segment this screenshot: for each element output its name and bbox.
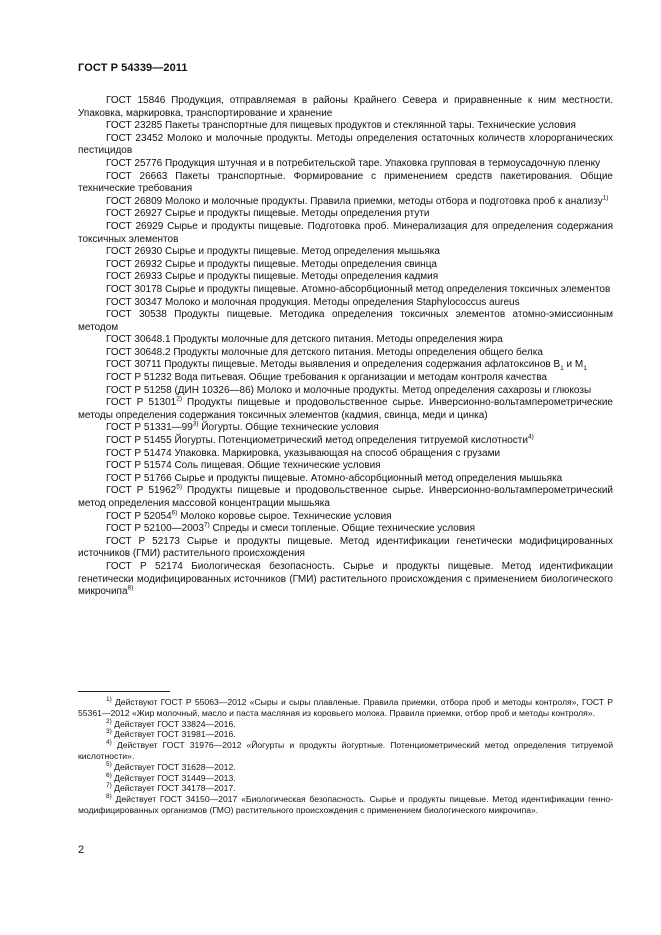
footnote-ref: 3) xyxy=(192,421,199,429)
ref-item: ГОСТ Р 51258 (ДИН 10326—86) Молоко и молочные продукты. Метод определения сахарозы и глюкозы xyxy=(106,384,592,396)
ref-item: ГОСТ Р 52100—2003$^{7)}$ Спреды и смеси топленые. Общие технические условия xyxy=(106,521,476,535)
ref-item: ГОСТ Р 51331—99$^{3)}$ Йогурты. Общие технические условия xyxy=(106,421,379,434)
footnote: $^{3)}$ Действует ГОСТ 31981—2016. xyxy=(106,728,236,740)
ref-item: ГОСТ 26809 Молоко и молочные продукты. Правила приемки, методы отбора и подготовка проб к анализу$^{1)}$ xyxy=(106,194,609,207)
page-header: ГОСТ Р 54339—2011 xyxy=(78,62,188,74)
footnotes xyxy=(78,697,613,816)
ref-item: ГОСТ Р 51455 Йогурты. Потенциометрический метод определения титруемой кислотности$^{4)}$ xyxy=(106,433,534,447)
ref-item: ГОСТ 30711 Продукты пищевые. Методы выявления и определения содержания афлатоксинов $B_1$ и $M_1$ xyxy=(106,359,587,373)
ref-item: ГОСТ Р 52174 Биологическая безопасность. Сырье и продукты пищевые. Метод идентификации генетически модифицированных источников (ГМИ) растительного происхождения с применением биологического микрочипа$^{8)}$ xyxy=(78,560,613,598)
ref-item: ГОСТ Р 51766 Сырье и продукты пищевые. Атомно-абсорбционный метод определения мышьяка xyxy=(106,472,563,484)
ref-item: ГОСТ 26933 Сырье и продукты пищевые. Методы определения кадмия xyxy=(106,271,439,283)
ref-item: ГОСТ 26927 Сырье и продукты пищевые. Методы определения ртути xyxy=(106,208,430,220)
ref-item: ГОСТ 30648.1 Продукты молочные для детского питания. Методы определения жира xyxy=(106,334,503,346)
ref-item: ГОСТ Р 51301$^{2)}$ Продукты пищевые и продовольственное сырье. Инверсионно-вольтамперометрические методы определения содержания токсичных элементов (кадмия, свинца, меди и цинка) xyxy=(78,395,613,421)
ref-item: ГОСТ 26929 Сырье и продукты пищевые. Подготовка проб. Минерализация для определения содержания токсичных элементов xyxy=(78,220,613,245)
ref-item: ГОСТ Р 51962$^{5)}$ Продукты пищевые и продовольственное сырье. Инверсионно-вольтамперометрический метод определения массовой концентрации мышьяка xyxy=(78,484,613,509)
ref-item: ГОСТ 30648.2 Продукты молочные для детского питания. Методы определения общего белка xyxy=(106,346,543,358)
page-number: 2 xyxy=(78,844,85,856)
ref-item: ГОСТ 25776 Продукция штучная и в потребительской таре. Упаковка групповая в термоусадочную пленку xyxy=(106,157,601,169)
ref-item: ГОСТ Р 51574 Соль пищевая. Общие технические условия xyxy=(106,460,381,472)
footnote: $^{1)}$ Действуют ГОСТ Р 55063—2012 «Сыры и сыры плавленые. Правила приемки, отбора проб и методы контроля», ГОСТ Р 55361—2012 «Жир молочный, масло и паста масляная из коровьего молока. Правила приемки, отбор проб и методы контроля». xyxy=(78,696,613,718)
footnote-ref: 8) xyxy=(127,584,134,592)
footnote-ref: 7) xyxy=(203,521,210,529)
ref-item: ГОСТ 15846 Продукция, отправляемая в районы Крайнего Севера и приравненные к ним местности. Упаковка, маркировка, транспортирование и хранение xyxy=(78,95,613,119)
ref-item: ГОСТ 30538 Продукты пищевые. Методика определения токсичных элементов атомно-эмиссионным методом xyxy=(78,309,613,333)
ref-item: ГОСТ Р 51474 Упаковка. Маркировка, указывающая на способ обращения с грузами xyxy=(106,447,501,459)
references-list xyxy=(78,95,613,599)
footnote: $^{5)}$ Действует ГОСТ 31628—2012. xyxy=(106,760,236,772)
footnote-ref: 1) xyxy=(602,194,609,202)
ref-item: ГОСТ 26932 Сырье и продукты пищевые. Методы определения свинца xyxy=(106,258,437,270)
ref-item: ГОСТ 26663 Пакеты транспортные. Формирование с применением средств пакетирования. Общие технические требования xyxy=(78,170,613,195)
footnote: $^{7)}$ Действует ГОСТ 34178—2017. xyxy=(106,782,236,794)
footnote-ref: 6) xyxy=(171,509,178,517)
footnote: $^{6)}$ Действует ГОСТ 31449—2013. xyxy=(106,771,236,783)
ref-item: ГОСТ 23285 Пакеты транспортные для пищевых продуктов и стеклянной тары. Технические условия xyxy=(106,120,576,132)
ref-item: ГОСТ Р 52173 Сырье и продукты пищевые. Метод идентификации генетически модифицированных источников (ГМИ) растительного происхождения xyxy=(78,535,613,560)
footnote: $^{4)}$ Действует ГОСТ 31976—2012 «Йогурты и продукты йогуртные. Потенциометрический метод определения титруемой кислотности». xyxy=(78,739,613,761)
ref-item: ГОСТ 23452 Молоко и молочные продукты. Методы определения остаточных количеств хлорорганических пестицидов xyxy=(78,132,613,157)
footnote-ref: 4) xyxy=(527,433,534,441)
ref-item: ГОСТ 26930 Сырье и продукты пищевые. Метод определения мышьяка xyxy=(106,246,440,258)
footnote: $^{8)}$ Действует ГОСТ 34150—2017 «Биологическая безопасность. Сырье и продукты пищевые. Метод идентификации генно-модифицированных организмов (ГМО) растительного происхождения с применением биологического микрочипа». xyxy=(78,793,613,815)
footnote-divider xyxy=(78,691,170,692)
footnote: $^{2)}$ Действует ГОСТ 33824—2016. xyxy=(106,717,236,729)
ref-item: ГОСТ 30347 Молоко и молочная продукция. Методы определения Staphylococcus aureus xyxy=(106,296,520,308)
footnote-ref: 5) xyxy=(176,484,182,492)
ref-item: ГОСТ Р 51232 Вода питьевая. Общие требования к организации и методам контроля качества xyxy=(106,372,547,384)
ref-item: ГОСТ 30178 Сырье и продукты пищевые. Атомно-абсорбционный метод определения токсичных элементов xyxy=(106,283,611,295)
footnote-ref: 2) xyxy=(176,395,182,403)
ref-item: ГОСТ Р 52054$^{6)}$ Молоко коровье сырое. Технические условия xyxy=(106,509,392,522)
